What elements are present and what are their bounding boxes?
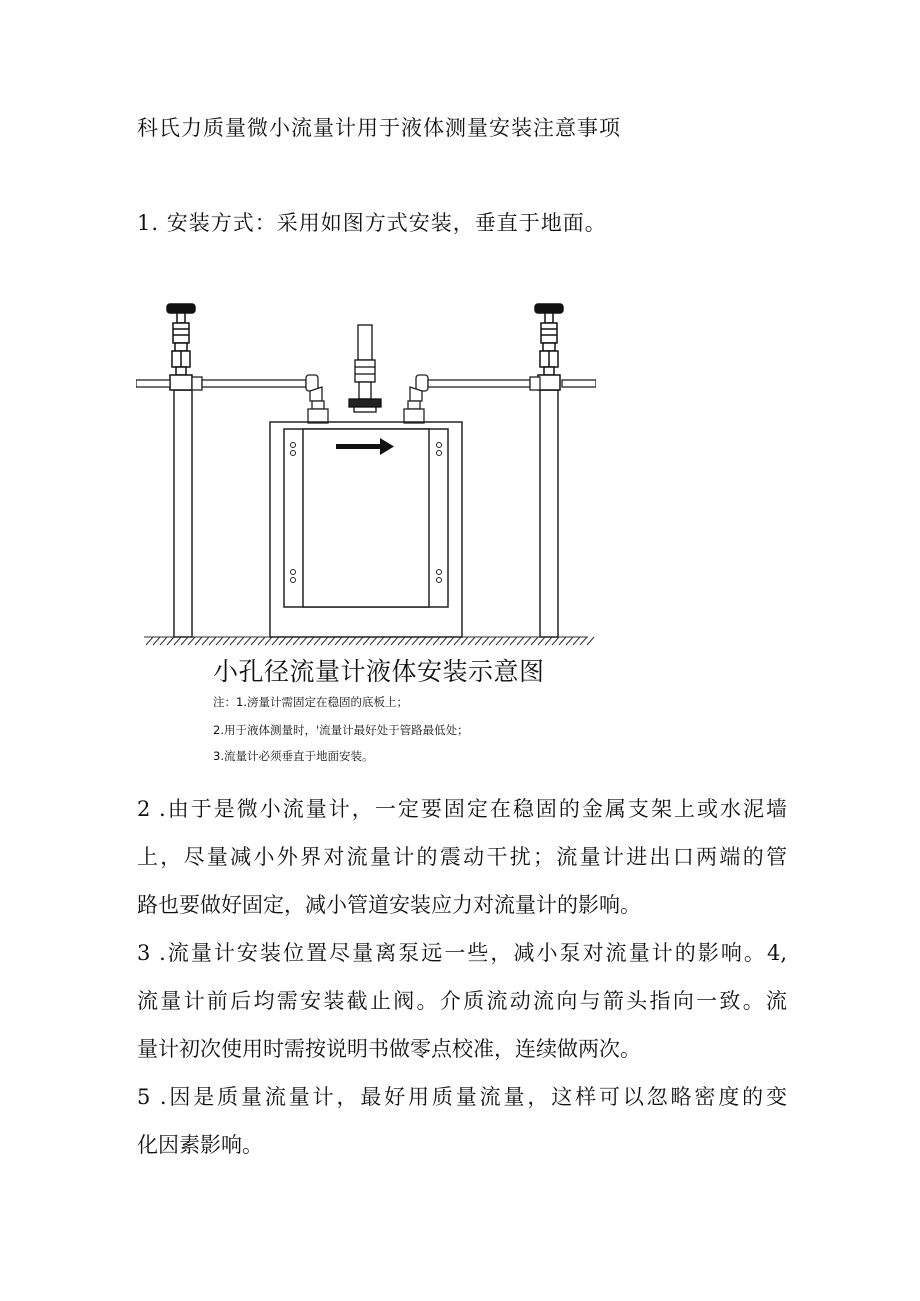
hatch-stroke bbox=[391, 637, 398, 645]
hatch-stroke bbox=[433, 637, 440, 645]
installation-diagram bbox=[136, 295, 596, 655]
hatch-stroke bbox=[482, 637, 489, 645]
hatch-stroke bbox=[545, 637, 552, 645]
hatch-stroke bbox=[335, 637, 342, 645]
hatch-stroke bbox=[377, 637, 384, 645]
hatch-stroke bbox=[419, 637, 426, 645]
hatch-stroke bbox=[321, 637, 328, 645]
hatch-stroke bbox=[349, 637, 356, 645]
figure-note-3: 3.流量计必须垂直于地面安装。 bbox=[213, 749, 374, 763]
right-outlet-fitting bbox=[404, 387, 424, 423]
hatch-stroke bbox=[538, 637, 545, 645]
paragraph-line: 上，尽量减小外界对流量计的震动干扰；流量计进出口两端的管 bbox=[137, 845, 787, 869]
hatch-stroke bbox=[447, 637, 454, 645]
hatch-stroke bbox=[293, 637, 300, 645]
hatch-stroke bbox=[237, 637, 244, 645]
hatch-stroke bbox=[384, 637, 391, 645]
hatch-stroke bbox=[244, 637, 251, 645]
hatch-stroke bbox=[531, 637, 538, 645]
item-1-install-method: 1. 安装方式：采用如图方式安装，垂直于地面。 bbox=[137, 211, 607, 235]
hatch-stroke bbox=[209, 637, 216, 645]
hatch-stroke bbox=[153, 637, 160, 645]
hatch-stroke bbox=[300, 637, 307, 645]
hatch-stroke bbox=[195, 637, 202, 645]
hatch-stroke bbox=[398, 637, 405, 645]
hatch-stroke bbox=[223, 637, 230, 645]
hatch-stroke bbox=[580, 637, 587, 645]
left-support-pipe bbox=[174, 390, 192, 637]
hatch-stroke bbox=[559, 637, 566, 645]
hatch-stroke bbox=[454, 637, 461, 645]
hatch-stroke bbox=[510, 637, 517, 645]
hatch-stroke bbox=[272, 637, 279, 645]
hatch-stroke bbox=[489, 637, 496, 645]
hatch-stroke bbox=[363, 637, 370, 645]
hatch-stroke bbox=[573, 637, 580, 645]
hatch-stroke bbox=[552, 637, 559, 645]
figure-caption: 小孔径流量计液体安装示意图 bbox=[213, 657, 545, 686]
left-valve-handle-icon bbox=[167, 304, 195, 390]
hatch-stroke bbox=[286, 637, 293, 645]
hatch-stroke bbox=[174, 637, 181, 645]
ground-hatching bbox=[144, 637, 594, 645]
hatch-stroke bbox=[265, 637, 272, 645]
document-title: 科氏力质量微小流量计用于液体测量安装注意事项 bbox=[137, 116, 621, 140]
left-horizontal-tube bbox=[136, 375, 318, 391]
hatch-stroke bbox=[405, 637, 412, 645]
hatch-stroke bbox=[230, 637, 237, 645]
hatch-stroke bbox=[202, 637, 209, 645]
hatch-stroke bbox=[587, 637, 594, 645]
cable-connector-icon bbox=[349, 325, 381, 412]
hatch-stroke bbox=[426, 637, 433, 645]
hatch-stroke bbox=[160, 637, 167, 645]
hatch-stroke bbox=[314, 637, 321, 645]
hatch-stroke bbox=[370, 637, 377, 645]
hatch-stroke bbox=[356, 637, 363, 645]
paragraph-line: 2 .由于是微小流量计，一定要固定在稳固的金属支架上或水泥墙 bbox=[137, 797, 787, 821]
figure-note-1: 注：1.滂量计需固定在稳固的底板上； bbox=[213, 695, 408, 709]
hatch-stroke bbox=[216, 637, 223, 645]
hatch-stroke bbox=[146, 637, 153, 645]
paragraph-line: 化因素影响。 bbox=[137, 1133, 263, 1157]
hatch-stroke bbox=[251, 637, 258, 645]
hatch-stroke bbox=[188, 637, 195, 645]
hatch-stroke bbox=[503, 637, 510, 645]
paragraph-5 bbox=[137, 1073, 787, 1169]
hatch-stroke bbox=[461, 637, 468, 645]
hatch-stroke bbox=[496, 637, 503, 645]
hatch-stroke bbox=[475, 637, 482, 645]
hatch-stroke bbox=[258, 637, 265, 645]
hatch-stroke bbox=[468, 637, 475, 645]
hatch-stroke bbox=[524, 637, 531, 645]
hatch-stroke bbox=[412, 637, 419, 645]
hatch-stroke bbox=[307, 637, 314, 645]
paragraph-2 bbox=[137, 785, 787, 929]
hatch-stroke bbox=[279, 637, 286, 645]
right-horizontal-tube bbox=[416, 375, 596, 391]
paragraph-3 bbox=[137, 929, 787, 1073]
hatch-stroke bbox=[342, 637, 349, 645]
hatch-stroke bbox=[440, 637, 447, 645]
paragraph-line: 路也要做好固定，减小管道安装应力对流量计的影响。 bbox=[137, 893, 641, 917]
figure-note-2: 2.用于液体测量时，'流量计最好处于管路最低处； bbox=[213, 723, 469, 737]
paragraph-line: 流量计前后均需安装截止阀。介质流动流向与箭头指向一致。流 bbox=[137, 989, 787, 1013]
hatch-stroke bbox=[328, 637, 335, 645]
paragraph-line: 5 .因是质量流量计，最好用质量流量，这样可以忽略密度的变 bbox=[137, 1085, 787, 1109]
hatch-stroke bbox=[566, 637, 573, 645]
right-support-pipe bbox=[540, 390, 558, 637]
left-inlet-fitting bbox=[308, 387, 328, 423]
hatch-stroke bbox=[181, 637, 188, 645]
flowmeter-body bbox=[284, 429, 448, 607]
hatch-stroke bbox=[167, 637, 174, 645]
paragraph-line: 量计初次使用时需按说明书做零点校准，连续做两次。 bbox=[137, 1037, 641, 1061]
hatch-stroke bbox=[517, 637, 524, 645]
paragraph-line: 3 .流量计安装位置尽量离泵远一些，减小泵对流量计的影响。4, bbox=[137, 941, 787, 965]
